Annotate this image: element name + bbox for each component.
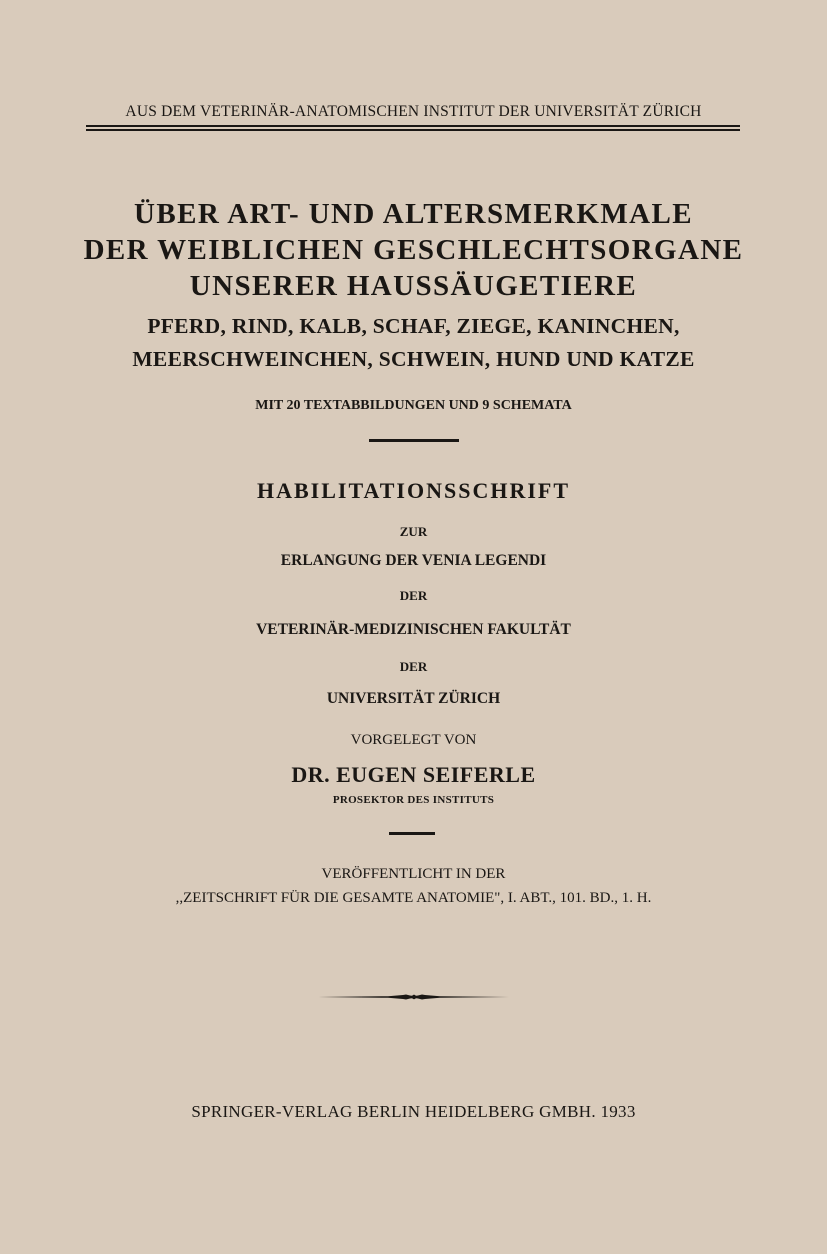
main-title-line-3: UNSERER HAUSSÄUGETIERE (189, 270, 638, 302)
main-title-line-2: DER WEIBLICHEN GESCHLECHTSORGANE (83, 234, 744, 266)
habilitation-heading: HABILITATIONSSCHRIFT (256, 478, 571, 503)
dedication-university: UNIVERSITÄT ZÜRICH (326, 690, 501, 707)
divider-rule-2 (389, 832, 435, 835)
header-rule-top (86, 125, 740, 127)
subtitle-line-2: MEERSCHWEINCHEN, SCHWEIN, HUND UND KATZE (132, 347, 695, 371)
header-rule-bottom (86, 129, 740, 131)
publisher-imprint: SPRINGER-VERLAG BERLIN HEIDELBERG GMBH. 1933 (191, 1102, 636, 1121)
subtitle-line-1: PFERD, RIND, KALB, SCHAF, ZIEGE, KANINCHEN, (147, 314, 680, 338)
institute-line: AUS DEM VETERINÄR-ANATOMISCHEN INSTITUT DER UNIVERSITÄT ZÜRICH (125, 103, 702, 120)
main-title-line-1: ÜBER ART- UND ALTERSMERKMALE (134, 198, 693, 230)
dedication-zur: ZUR (399, 524, 428, 539)
author-position: PROSEKTOR DES INSTITUTS (332, 794, 495, 806)
author-name: DR. EUGEN SEIFERLE (291, 762, 536, 787)
dedication-der-1: DER (399, 588, 428, 603)
dedication-erlangung: ERLANGUNG DER VENIA LEGENDI (280, 552, 547, 569)
ornament-divider (318, 990, 510, 1004)
submitted-by: VORGELEGT VON (350, 732, 477, 748)
divider-rule-1 (369, 439, 459, 442)
publication-line-1: VERÖFFENTLICHT IN DER (321, 866, 506, 882)
figures-note: MIT 20 TEXTABBILDUNGEN UND 9 SCHEMATA (255, 398, 572, 413)
dedication-der-2: DER (399, 659, 428, 674)
dedication-faculty: VETERINÄR-MEDIZINISCHEN FAKULTÄT (256, 621, 571, 638)
publication-line-2: ,,ZEITSCHRIFT FÜR DIE GESAMTE ANATOMIE", I. ABT., 101. BD., 1. H. (175, 890, 652, 906)
